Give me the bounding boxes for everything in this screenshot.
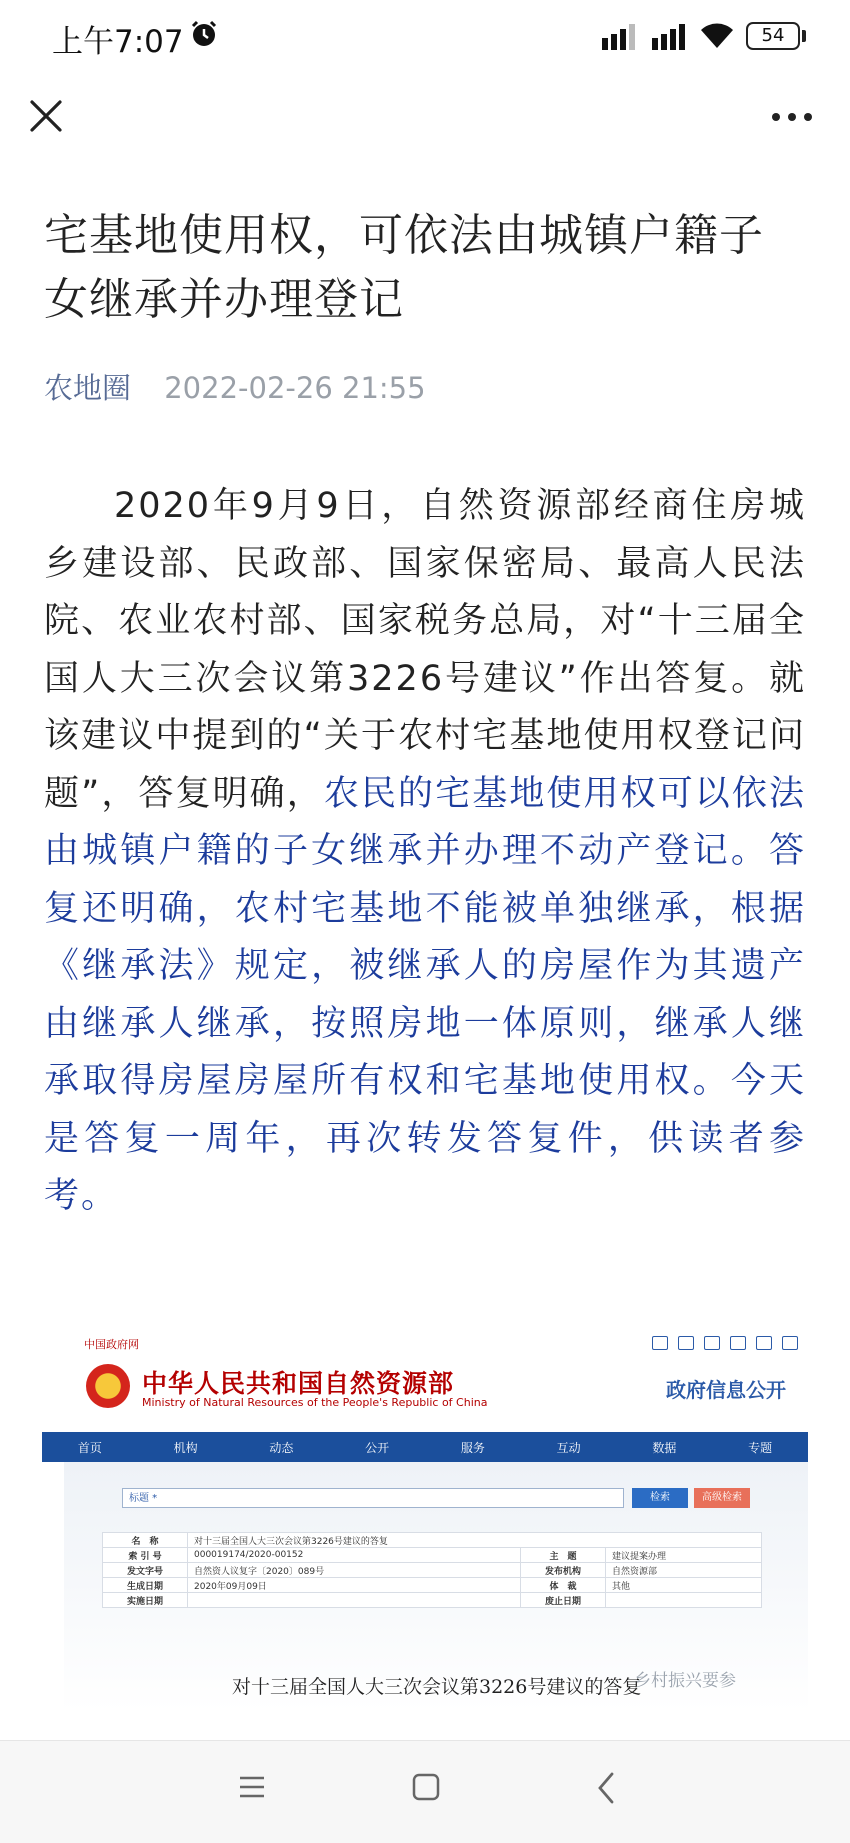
share-icons (652, 1336, 798, 1350)
weibo-icon (756, 1336, 772, 1350)
menu-item-news: 动态 (269, 1440, 294, 1455)
article-meta (44, 366, 426, 407)
table-value: 2020年09月09日 (188, 1578, 521, 1593)
table-row (103, 1533, 762, 1548)
table-value: 建议提案办理 (606, 1548, 762, 1563)
menu-icon[interactable] (238, 1775, 266, 1799)
table-key: 发布机构 (521, 1563, 606, 1578)
article-body-text: 2020年9月9日，自然资源部经商住房城乡建设部、民政部、国家保密局、最高人民法院、农业农村部、国家税务总局，对“十三届全国人大三次会议第3226号建议”作出答复。就该建议中提到的“关于农村宅基地使用权登记问题”，答复明确， (44, 486, 806, 814)
article-body (44, 478, 806, 1226)
menu-item-data: 数据 (652, 1440, 677, 1455)
ministry-search-box: 标题 * (122, 1488, 624, 1508)
article-title: 宅基地使用权，可依法由城镇户籍子女继承并办理登记 (44, 210, 764, 325)
wifi-icon (700, 20, 734, 50)
table-value: 对十三届全国人大三次会议第3226号建议的答复 (188, 1533, 762, 1548)
table-row (103, 1593, 762, 1608)
table-value (188, 1593, 521, 1608)
accessibility-icon (704, 1336, 720, 1350)
back-icon[interactable] (596, 1771, 616, 1805)
ministry-adv-search-button: 高级检索 (694, 1488, 750, 1508)
document-title: 对十三届全国人大三次会议第3226号建议的答复 (232, 1676, 642, 1698)
status-time: 上午7:07 (52, 24, 184, 60)
table-value: 自然资人议复字〔2020〕089号 (188, 1563, 521, 1578)
home-icon[interactable] (412, 1773, 440, 1801)
table-row (103, 1578, 762, 1593)
menu-item-topics: 专题 (748, 1440, 773, 1455)
menu-item-public: 公开 (365, 1440, 390, 1455)
table-key: 体 裁 (521, 1578, 606, 1593)
table-key: 主 题 (521, 1548, 606, 1563)
table-key: 索 引 号 (103, 1548, 188, 1563)
table-value: 000019174/2020-00152 (188, 1548, 521, 1563)
table-row (103, 1548, 762, 1563)
battery-icon (746, 22, 800, 50)
battery-level: 54 (761, 25, 785, 46)
article-author-link[interactable]: 农地圈 (44, 371, 132, 405)
table-key: 名 称 (103, 1533, 188, 1548)
table-row (103, 1563, 762, 1578)
menu-item-interact: 互动 (556, 1440, 581, 1455)
embedded-document-image[interactable] (42, 1328, 808, 1712)
ministry-name-en: Ministry of Natural Resources of the People's Republic of China (142, 1396, 488, 1409)
signal-icon (602, 24, 638, 50)
document-info-table (102, 1532, 762, 1608)
mail-icon (652, 1336, 668, 1350)
more-options-icon[interactable] (770, 110, 814, 124)
mail-icon-2 (678, 1336, 694, 1350)
battery-tip (802, 30, 806, 42)
signal-icon-2 (652, 24, 688, 50)
table-value: 其他 (606, 1578, 762, 1593)
table-key: 废止日期 (521, 1593, 606, 1608)
watermark: 乡村振兴要参 (634, 1671, 736, 1691)
table-key: 发文字号 (103, 1563, 188, 1578)
gov-info-title: 政府信息公开 (666, 1378, 786, 1402)
gov-portal-link: 中国政府网 (84, 1338, 139, 1351)
alarm-clock-icon (190, 20, 218, 48)
table-value (606, 1593, 762, 1608)
menu-item-org: 机构 (173, 1440, 198, 1455)
menu-item-service: 服务 (460, 1440, 485, 1455)
table-key: 生成日期 (103, 1578, 188, 1593)
status-bar (0, 0, 850, 74)
article-body-highlight: 农民的宅基地使用权可以依法由城镇户籍的子女继承并办理不动产登记。答复还明确，农村宅基地不能被单独继承，根据《继承法》规定，被继承人的房屋作为其遗产由继承人继承，按照房地一体原则，继承人继承取得房屋房屋所有权和宅基地使用权。今天是答复一周年，再次转发答复件，供读者参考。 (44, 773, 806, 1216)
national-emblem-icon (86, 1364, 130, 1408)
menu-item-home: 首页 (77, 1440, 102, 1455)
ministry-menu-bar (42, 1432, 808, 1462)
top-nav-bar (0, 74, 850, 162)
ministry-name-cn: 中华人民共和国自然资源部 (142, 1369, 455, 1398)
article-date: 2022-02-26 21:55 (164, 371, 426, 405)
wechat-icon (782, 1336, 798, 1350)
table-value: 自然资源部 (606, 1563, 762, 1578)
system-nav-bar (0, 1740, 850, 1843)
mobile-icon (730, 1336, 746, 1350)
ministry-search-button: 检索 (632, 1488, 688, 1508)
table-key: 实施日期 (103, 1593, 188, 1608)
close-icon[interactable] (26, 96, 66, 136)
